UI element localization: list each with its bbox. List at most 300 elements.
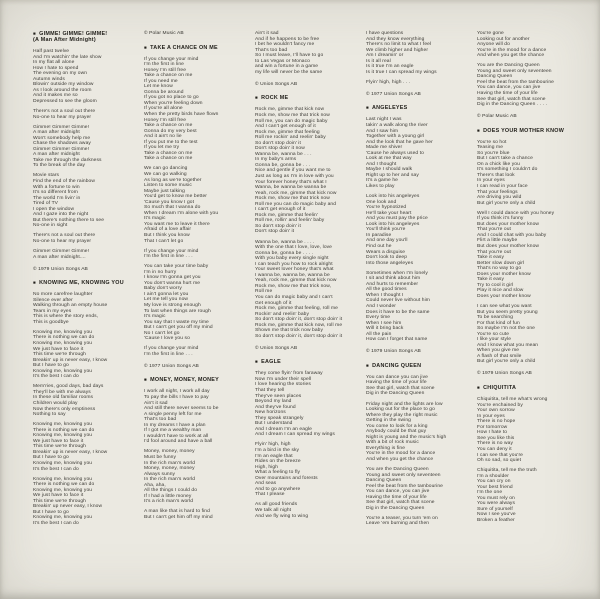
lyric-line: It's magic bbox=[144, 216, 166, 222]
lyric-line: Rock me, gimme that kick now bbox=[255, 107, 325, 113]
lyric-line: This is where the story ends, bbox=[33, 314, 99, 320]
lyric-line: Nothing to say bbox=[33, 412, 66, 418]
lyric-line: You're a teaser, you turn 'em on bbox=[366, 515, 438, 521]
lyric-line: You are the Dancing Queen bbox=[477, 63, 540, 69]
lyric-line: What a feeling to fly bbox=[255, 470, 301, 476]
lyric-line: That you're out bbox=[477, 249, 511, 255]
lyric-line: This time we're through bbox=[33, 444, 86, 450]
lyric-line: If you change your mind bbox=[144, 56, 199, 62]
lyric-line: There is nothing we can do bbox=[33, 427, 95, 433]
lyric-line: Wanna be, wanna be . . . . bbox=[255, 239, 315, 245]
lyric-line: Ain't it sad bbox=[255, 31, 279, 36]
lyric-line: It's magic bbox=[144, 314, 166, 320]
lyric-line: In my baby's arms bbox=[255, 157, 297, 163]
lyric-line: If you put me to the test bbox=[144, 139, 198, 145]
song-title bbox=[33, 31, 137, 43]
lyric-line: Roll me rockin' and reelin' baby bbox=[255, 135, 326, 141]
lyrics-column-2 bbox=[144, 31, 248, 599]
lyric-line: This is goodbye bbox=[33, 319, 69, 325]
lyric-line: If you need me bbox=[144, 78, 178, 84]
lyric-line: If you change your mind bbox=[144, 248, 199, 254]
lyrics-stanza bbox=[366, 402, 470, 463]
lyric-line: There is nothing we can do bbox=[33, 335, 95, 341]
lyric-line: and win a fortune in a game bbox=[255, 64, 319, 70]
lyric-line: I work all night, I work all day bbox=[144, 389, 210, 395]
song-title bbox=[366, 363, 470, 369]
lyric-line: When you give me bbox=[477, 348, 520, 354]
lyric-line: That's too bad bbox=[144, 417, 177, 423]
lyric-line: And I thought bbox=[366, 161, 397, 167]
lyric-line: Must be funny bbox=[144, 455, 177, 460]
song-title bbox=[144, 45, 248, 51]
lyric-line: Yeah, rock me, gimme that kick now bbox=[255, 190, 337, 196]
lyric-line: That you're out bbox=[477, 227, 511, 233]
lyric-line: Flyin' high, high . . . bbox=[366, 79, 411, 85]
lyric-line: Likes to play bbox=[366, 184, 395, 190]
lyric-line: We talk all night bbox=[255, 507, 292, 513]
lyric-line: Rock me, gimme that feeling, roll me bbox=[255, 306, 338, 312]
lyric-line: A flash of that smile bbox=[477, 353, 522, 359]
song-title-line: ■ KNOWING ME, KNOWING YOU bbox=[33, 280, 124, 287]
lyrics-stanza bbox=[33, 292, 137, 325]
lyric-line: Just as long as I'm in love with you bbox=[255, 173, 334, 179]
lyric-line: I bet he wouldn't fancy me bbox=[255, 42, 315, 48]
song-title-line: ■ ANGELEYES bbox=[366, 105, 408, 112]
lyric-line: Take a chance on me bbox=[144, 123, 193, 129]
lyrics-stanza bbox=[144, 389, 248, 444]
lyric-line: I can teach you how to rock alright bbox=[255, 261, 333, 267]
copyright-notice: © 1979 Union Songs AB bbox=[477, 371, 532, 377]
lyric-line: Gonna do my very best bbox=[144, 128, 197, 134]
copyright-notice: © Polar Music AB bbox=[477, 114, 517, 120]
lyrics-stanza bbox=[33, 173, 137, 228]
song-subtitle: (A Man After Midnight) bbox=[33, 37, 96, 43]
lyrics-column-5 bbox=[477, 31, 581, 599]
lyrics-stanza bbox=[255, 240, 359, 340]
lyric-line: And it ain't no lie bbox=[144, 134, 182, 140]
lyric-line: I can't get enough of it bbox=[255, 207, 306, 213]
lyric-line: In these old familiar rooms bbox=[33, 395, 94, 401]
lyric-line: In your eyes bbox=[477, 178, 505, 184]
lyric-line: So you're blue bbox=[477, 150, 510, 156]
lyric-line: I wouldn't have to work at all bbox=[144, 433, 209, 439]
lyric-line: They come flyin' from faraway bbox=[255, 371, 323, 377]
lyric-line: Knowing me, knowing you bbox=[33, 433, 93, 439]
lyric-line: Movie stars bbox=[33, 173, 60, 179]
lyric-line: No more carefree laughter bbox=[33, 292, 93, 298]
lyric-line: Gimme! Gimme! Gimme! bbox=[33, 124, 90, 130]
lyric-line: And I wonder bbox=[366, 303, 397, 309]
lyric-line: We just have to face it bbox=[33, 493, 84, 499]
lyric-line: As long as we're together bbox=[144, 177, 202, 183]
lyric-line: And still there never seems to be bbox=[144, 406, 219, 412]
lyric-line: I can read in your face bbox=[477, 184, 528, 190]
lyrics-stanza bbox=[144, 509, 248, 520]
lyric-line: Your own sorrow bbox=[477, 408, 515, 414]
lyric-line: Flirt a little maybe bbox=[477, 238, 518, 244]
lyrics-stanza bbox=[366, 80, 470, 86]
lyric-line: Let me tell you now bbox=[144, 297, 189, 303]
lyric-line: Gonna be, gonna be . . . bbox=[255, 162, 311, 168]
lyric-line: Does it have to be the same bbox=[366, 309, 430, 315]
lyric-line: In my dreams I have a plan bbox=[144, 422, 206, 428]
lyric-line: How I hate to bbox=[477, 430, 508, 436]
lyric-line: And I dream I'm an eagle bbox=[255, 426, 312, 432]
lyric-line: Nice and gentle if you want me to bbox=[255, 168, 331, 174]
lyric-line: But I have to go bbox=[33, 363, 69, 369]
lyric-line: It's a rich man's world bbox=[144, 499, 194, 505]
lyric-line: And I'm watchin' the late show bbox=[33, 54, 102, 60]
lyrics-stanza bbox=[33, 233, 137, 244]
lyric-line: But does your mother know bbox=[477, 221, 540, 227]
song-title bbox=[366, 105, 470, 111]
lyric-line: So don't stop doin' it, don't stop doin' it bbox=[255, 317, 343, 323]
lyric-line: Is it true I'm an eagle bbox=[366, 64, 414, 70]
copyright-notice: © 1979 Union Songs AB bbox=[33, 266, 88, 272]
lyric-line: Rock me, show me that trick now bbox=[255, 196, 330, 202]
lyric-line: Where they play the right music bbox=[366, 412, 438, 418]
lyric-line: And when you get the chance bbox=[366, 457, 434, 462]
lyrics-stanza bbox=[33, 330, 137, 380]
lyric-line: Let me know bbox=[144, 84, 173, 90]
copyright-notice: © Union Songs AB bbox=[255, 81, 298, 87]
lyric-line: You can take your time baby bbox=[144, 264, 209, 270]
lyric-line: Try to cool it girl bbox=[477, 282, 514, 288]
lyric-line: Tears in my eyes bbox=[33, 308, 72, 314]
lyric-line: Dig in the Dancing Queen bbox=[366, 505, 425, 511]
lyric-line: See that girl, watch that scene bbox=[366, 500, 435, 506]
lyric-line: And if he happens to be free bbox=[255, 36, 320, 42]
lyric-line: You're enchained by bbox=[477, 402, 523, 408]
lyric-line: But I have to go bbox=[33, 455, 69, 461]
lyrics-stanza bbox=[477, 63, 581, 107]
lyric-line: But you seem pretty young bbox=[477, 309, 538, 315]
lyrics-stanza bbox=[477, 211, 581, 300]
lyric-line: That your feelings bbox=[477, 189, 518, 195]
lyrics-stanza bbox=[144, 346, 248, 357]
lyric-line: Could never live without him bbox=[366, 298, 430, 304]
lyric-line: my life will never be the same bbox=[255, 69, 323, 75]
lyric-line: Rock me, show me that trick now bbox=[255, 112, 330, 118]
lyric-line: Look into his angeleyes bbox=[366, 194, 420, 200]
lyric-line: That's no way to go bbox=[477, 266, 522, 272]
lyric-line: Find the end of the rainbow bbox=[33, 178, 95, 184]
lyric-line: I'd fool around and have a ball bbox=[144, 439, 213, 445]
lyric-line: Does your mother know bbox=[477, 293, 531, 299]
lyric-line: And we fly wing to wing bbox=[255, 513, 309, 519]
song-title-line: ■ GIMME! GIMME! GIMME! bbox=[33, 31, 108, 37]
lyrics-stanza bbox=[477, 397, 581, 464]
lyric-line: Friday night and the lights are low bbox=[366, 401, 443, 407]
lyric-line: But does your mother know bbox=[477, 244, 540, 249]
lyric-line: Honey I'm still free bbox=[144, 67, 187, 73]
lyric-line: You're hypnotized bbox=[366, 205, 407, 211]
lyric-line: Roll me, you can do magic baby bbox=[255, 118, 328, 124]
lyric-line: You want me to leave it there bbox=[144, 221, 210, 227]
lyric-line: Last night I was bbox=[366, 117, 402, 123]
lyric-line: We just have to face it bbox=[33, 346, 84, 352]
lyric-line: Breakin' up is never easy, I know bbox=[33, 357, 108, 363]
lyric-line: Look at me that way bbox=[366, 156, 412, 162]
lyric-line: For that kind of fun bbox=[477, 320, 520, 326]
lyric-line: But girl you're only a child bbox=[477, 200, 536, 206]
lyric-line: No-one to hear my prayer bbox=[33, 238, 92, 244]
lyric-line: But I can't get you off my mind bbox=[144, 325, 213, 331]
lyric-line: Maybe just talking bbox=[144, 188, 185, 194]
lyric-line: If you change your mind bbox=[144, 346, 199, 352]
lyric-line: There is no hope bbox=[477, 419, 516, 425]
lyric-line: In my flat all alone bbox=[33, 60, 75, 66]
lyric-line: I'm the one bbox=[477, 490, 503, 496]
lyric-line: It's something I couldn't do bbox=[477, 167, 538, 173]
lyric-line: Baby don't worry bbox=[144, 286, 182, 292]
copyright-notice: © Polar Music AB bbox=[144, 31, 184, 36]
lyric-line: Play it nice and slow bbox=[477, 288, 524, 294]
lyric-line: Autumn winds bbox=[33, 76, 65, 82]
lyric-line: Is it true I can spread my wings bbox=[366, 69, 437, 75]
lyrics-column-4 bbox=[366, 31, 470, 599]
lyrics-stanza bbox=[33, 249, 137, 260]
lyric-line: There's not a soul out there bbox=[33, 233, 96, 239]
lyric-line: Having the time of your life bbox=[366, 494, 427, 500]
lyric-line: Flyin' high, high bbox=[255, 442, 291, 448]
lyric-line: I'm the first in line . . . bbox=[144, 351, 193, 357]
lyric-line: You're so cute bbox=[477, 331, 510, 337]
lyric-line: Depressed to see the gloom bbox=[33, 98, 97, 104]
lyric-line: But girl you're only a child bbox=[477, 359, 536, 365]
lyrics-column-1 bbox=[33, 31, 137, 599]
lyrics-stanza bbox=[366, 31, 470, 75]
lyric-line: Rockin' and reelin' baby bbox=[255, 311, 310, 317]
lyric-line: And I can't get enough of it bbox=[255, 124, 316, 130]
square-bullet-icon: ■ bbox=[366, 105, 369, 111]
lyric-line: And one day you'll bbox=[366, 238, 408, 244]
lyric-line: So much that I wanna do bbox=[144, 205, 201, 211]
lyric-line: This time we're through bbox=[33, 352, 86, 358]
lyric-line: Your best friend bbox=[477, 484, 513, 490]
lyrics-stanza bbox=[477, 304, 581, 365]
lyrics-stanza bbox=[477, 31, 581, 59]
lyric-line: They'll be with me always bbox=[33, 389, 91, 395]
lyric-line: And when you get the chance bbox=[477, 53, 545, 59]
lyric-line: High, high bbox=[255, 464, 279, 470]
lyric-line: If you got no place to go bbox=[144, 95, 199, 101]
lyrics-stanza bbox=[144, 264, 248, 342]
lyric-line: Gonna be, gonna be . . . . bbox=[255, 250, 314, 256]
square-bullet-icon: ■ bbox=[33, 280, 36, 286]
lyric-line: As all good friends bbox=[255, 502, 298, 508]
lyric-line: When the pretty birds have flown bbox=[144, 112, 219, 118]
lyric-line: You were always bbox=[477, 501, 516, 507]
lyric-line: And I could chat with you baby bbox=[477, 232, 547, 238]
lyric-line: There's not a soul out there bbox=[33, 108, 96, 114]
lyric-line: If I had a little money bbox=[144, 493, 192, 499]
lyric-line: And I dream I can spread my wings bbox=[255, 432, 335, 438]
lyric-line: Beyond my land bbox=[255, 399, 292, 405]
copyright-notice: © Union Songs AB bbox=[255, 345, 298, 351]
lyric-line: I love hearing the stories bbox=[255, 382, 311, 388]
lyric-line: And they've found bbox=[255, 404, 296, 410]
lyric-line: Wears a disguise bbox=[366, 249, 406, 255]
lyric-line: He'll take your heart bbox=[366, 210, 412, 216]
lyric-line: Knowing me, knowing you bbox=[33, 515, 93, 521]
lyric-line: Over mountains and forests bbox=[255, 475, 318, 481]
square-bullet-icon: ■ bbox=[477, 127, 480, 133]
lyric-line: We can go dancing bbox=[144, 166, 188, 172]
lyric-line: Having the time of your life bbox=[477, 90, 538, 96]
lyric-line: And I gaze into the night bbox=[33, 212, 89, 218]
lyric-line: Knowing me, knowing you bbox=[33, 329, 93, 335]
lyric-line: There's that look bbox=[477, 172, 515, 178]
lyric-line: It's the best I can do bbox=[33, 520, 79, 526]
lyric-line: And I saw him bbox=[366, 128, 399, 134]
lyric-line: To be searching bbox=[477, 315, 514, 321]
song-title-line: ■ MONEY, MONEY, MONEY bbox=[144, 377, 220, 384]
lyric-line: You can dance you can jive bbox=[366, 374, 428, 380]
lyric-line: Anyone will do bbox=[477, 42, 510, 48]
lyric-line: Half past twelve bbox=[33, 49, 70, 54]
lyric-line: Now I see you've bbox=[477, 512, 516, 518]
lyric-line: With a fortune to win bbox=[33, 184, 80, 190]
lyric-line: You come to look for a king bbox=[366, 423, 428, 429]
lyric-line: Better slow down girl bbox=[477, 260, 525, 266]
lyric-line: And it makes me so bbox=[33, 93, 78, 99]
lyric-line: We can go walking bbox=[144, 171, 187, 177]
lyric-line: Find out he bbox=[366, 244, 392, 249]
lyric-line: I'm the first in line bbox=[144, 62, 184, 68]
lyric-line: A man after midnight.... bbox=[33, 254, 86, 260]
lyric-line: Get enough of it bbox=[255, 300, 292, 306]
lyric-line: And the look that he gave her bbox=[366, 139, 433, 145]
song-title bbox=[477, 128, 581, 134]
lyric-line: Don't stop doin' it bbox=[255, 229, 295, 235]
lyric-line: Young and sweet only seventeen bbox=[366, 472, 441, 478]
lyric-line: I'm an eagle that bbox=[255, 453, 293, 459]
lyric-line: And hurts to remember bbox=[366, 281, 419, 287]
lyric-line: You can do magic baby and I can't bbox=[255, 294, 333, 300]
lyric-line: And I know what you mean bbox=[477, 342, 539, 348]
lyric-line: But there's nothing there to see bbox=[33, 217, 105, 223]
lyric-line: But I have to go bbox=[33, 509, 69, 515]
lyric-line: Walking through an empty house bbox=[33, 303, 108, 309]
lyric-line: Rock me, gimme that feelin' bbox=[255, 212, 318, 218]
lyric-line: Listen to some music bbox=[144, 183, 192, 189]
song-title bbox=[255, 95, 359, 101]
lyric-line: One look and bbox=[366, 199, 397, 205]
lyric-line: A man after midnight bbox=[33, 130, 80, 136]
lyric-line: Take a chance on me bbox=[144, 156, 193, 162]
lyrics-column-3 bbox=[255, 31, 359, 599]
lyric-line: Dig in the Dancing Queen bbox=[366, 391, 425, 397]
copyright-notice: © 1979 Union Songs AB bbox=[366, 349, 421, 355]
lyric-line: I have questions bbox=[366, 31, 404, 36]
lyric-line: You can dance, you can jive bbox=[477, 85, 541, 91]
lyrics-stanza bbox=[144, 249, 248, 260]
lyric-line: But I can't get him off my mind bbox=[144, 514, 213, 520]
lyric-line: I know I'm gonna get you bbox=[144, 275, 201, 281]
lyric-line: There's no limit to what I feel bbox=[366, 42, 432, 48]
lyric-line: It's a game he bbox=[366, 178, 398, 184]
lyric-line: A man like that is hard to find bbox=[144, 509, 210, 515]
lyric-line: Knowing me, knowing you bbox=[33, 476, 93, 482]
lyric-line: Silence ever after bbox=[33, 297, 73, 303]
lyric-line: When I thought I bbox=[366, 292, 404, 298]
lyrics-stanza bbox=[366, 375, 470, 397]
lyric-line: If you let me try bbox=[144, 145, 180, 151]
lyric-line: How I hate to spend bbox=[33, 65, 79, 71]
lyric-line: You can deny it bbox=[477, 446, 512, 452]
song-title bbox=[255, 359, 359, 365]
lyric-line: The evening on my own bbox=[33, 71, 88, 77]
lyric-line: Yeah, rock me, gimme that kick now bbox=[255, 278, 337, 284]
square-bullet-icon: ■ bbox=[255, 95, 258, 101]
lyric-line: A man after midnight bbox=[33, 152, 80, 158]
lyric-line: You're so hot bbox=[477, 139, 507, 145]
lyric-line: In the rich man's world bbox=[144, 460, 196, 466]
lyric-line: So maybe I'm not the one bbox=[477, 326, 535, 332]
lyric-line: Afraid of a love affair bbox=[144, 227, 192, 233]
lyric-line: You're in the mood for a dance bbox=[366, 451, 436, 457]
lyric-line: A single penny left for me bbox=[144, 411, 202, 417]
lyrics-stanza bbox=[366, 117, 470, 189]
lyric-line: That's too bad bbox=[255, 47, 288, 53]
lyric-line: With a bit of rock music bbox=[366, 440, 419, 446]
lyric-line: In paradise bbox=[366, 232, 392, 238]
copyright-notice: © 1977 Union Songs AB bbox=[366, 91, 421, 97]
lyric-line: When I dream I'm alone with you bbox=[144, 210, 219, 216]
lyric-line: But I think you know bbox=[144, 233, 190, 238]
lyric-line: Always sunny bbox=[144, 471, 176, 477]
lyric-line: Ain't it sad bbox=[144, 400, 168, 406]
lyric-line: I can see that you're bbox=[477, 452, 523, 458]
copyright-notice: © 1977 Union Songs AB bbox=[144, 363, 199, 369]
lyric-line: I'm a shoulder bbox=[477, 473, 509, 479]
lyric-line: To pay the bills I have to pay bbox=[144, 395, 209, 401]
lyric-line: Am I dreamin' or bbox=[366, 53, 404, 59]
lyric-line: Take a chance on me bbox=[144, 73, 193, 79]
lyrics-stanza bbox=[477, 468, 581, 523]
lyric-line: Chase the shadows away bbox=[33, 141, 91, 147]
lyric-line: 'Cause you know I got bbox=[144, 199, 195, 205]
lyrics-stanza bbox=[33, 49, 137, 104]
lyric-line: All the pain bbox=[366, 331, 392, 337]
lyric-line: Knowing me, knowing you bbox=[33, 422, 93, 428]
lyric-line: It's the best I can do bbox=[33, 374, 79, 380]
lyric-line: You're in the mood for a dance bbox=[477, 47, 547, 53]
lyric-line: No-one to hear my prayer bbox=[33, 114, 92, 120]
lyric-line: As I look around the room bbox=[33, 87, 92, 93]
lyric-line: to Las Vegas or Monaco bbox=[255, 58, 310, 64]
lyric-line: Wanna, be wanna be wanna be bbox=[255, 185, 327, 191]
lyric-line: In your eyes bbox=[477, 413, 505, 419]
lyric-line: Right up to her and say bbox=[366, 172, 419, 178]
lyric-line: Knowing me, knowing you bbox=[33, 368, 93, 374]
lyric-line: Is it all real bbox=[366, 58, 391, 64]
lyric-line: How can I forget that name bbox=[366, 337, 428, 343]
lyric-line: I sit and think about him bbox=[366, 276, 421, 282]
lyric-line: But I understand bbox=[255, 421, 293, 427]
song-title bbox=[33, 280, 137, 286]
lyric-line: Looking out for another bbox=[477, 36, 530, 42]
lyric-line: Aha, aha, bbox=[144, 482, 166, 488]
lyric-line: Well I could dance with you honey bbox=[477, 210, 555, 216]
lyric-line: Mem'ries, good days, bad days bbox=[33, 384, 104, 390]
lyric-line: Your sweet lover honey that's what bbox=[255, 267, 334, 273]
lyric-line: You can cry on bbox=[477, 479, 511, 485]
lyric-line: Don't stop doin' it now bbox=[255, 146, 305, 152]
lyric-line: I can see what you want bbox=[477, 303, 532, 309]
lyric-line: If I got me a wealthy man bbox=[144, 428, 202, 434]
